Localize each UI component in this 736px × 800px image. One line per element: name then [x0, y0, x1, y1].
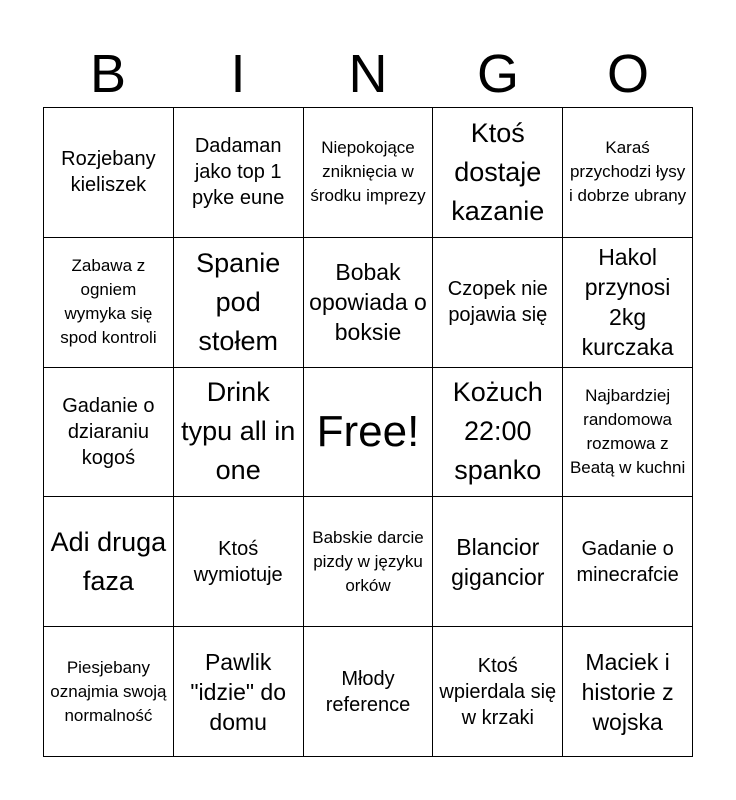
header-letter-b: B — [89, 44, 127, 104]
cell-text: Młody reference — [325, 667, 411, 716]
bingo-cell[interactable] — [563, 108, 693, 238]
bingo-cell[interactable] — [433, 108, 563, 238]
cell-text: Gadanie o dziaraniu kogoś — [62, 394, 155, 469]
cell-text: Najbardziej randomowa rozmowa z Beatą w kuchni — [569, 385, 686, 477]
bingo-cell[interactable] — [174, 627, 304, 757]
cell-text: Spanie pod stołem — [196, 247, 281, 356]
bingo-cell[interactable] — [174, 238, 304, 368]
bingo-cell[interactable] — [433, 368, 563, 498]
bingo-cell[interactable] — [433, 497, 563, 627]
bingo-cell[interactable] — [433, 238, 563, 368]
cell-text: Bobak opowiada o boksie — [309, 259, 427, 346]
bingo-cell[interactable] — [304, 238, 434, 368]
bingo-cell[interactable] — [304, 108, 434, 238]
bingo-cell[interactable] — [563, 238, 693, 368]
bingo-cell[interactable] — [563, 368, 693, 498]
free-space-cell[interactable] — [304, 368, 434, 498]
bingo-header — [43, 40, 693, 108]
cell-text: Babskie darcie pizdy w języku orków — [312, 527, 424, 595]
bingo-cell[interactable] — [433, 627, 563, 757]
bingo-cell[interactable] — [563, 497, 693, 627]
cell-text: Gadanie o minecrafcie — [576, 537, 679, 586]
cell-text: Czopek nie pojawia się — [447, 278, 548, 327]
header-letter-n: N — [348, 44, 388, 104]
cell-text: Niepokojące zniknięcia w środku imprezy — [310, 138, 426, 206]
cell-text: Adi druga faza — [50, 526, 167, 596]
bingo-cell[interactable] — [174, 368, 304, 498]
bingo-cell[interactable] — [304, 627, 434, 757]
cell-text: Ktoś wymiotuje — [193, 537, 283, 586]
cell-text: Kożuch 22:00 spanko — [452, 377, 543, 486]
header-letter-g: G — [476, 44, 519, 104]
bingo-cell[interactable] — [44, 368, 174, 498]
cell-text: Rozjebany kieliszek — [61, 148, 156, 197]
cell-text: Ktoś dostaje kazanie — [451, 117, 545, 226]
bingo-cell[interactable] — [174, 497, 304, 627]
cell-text: Zabawa z ogniem wymyka się spod kontroli — [60, 256, 157, 348]
cell-text: Ktoś wpierdala się w krzaki — [439, 654, 557, 729]
bingo-cell[interactable] — [563, 627, 693, 757]
cell-text: Piesjebany oznajmia swoją normalność — [50, 657, 167, 725]
cell-text: Hakol przynosi 2kg kurczaka — [581, 244, 674, 361]
bingo-cell[interactable] — [44, 108, 174, 238]
cell-text: Pawlik "idzie" do domu — [190, 648, 286, 735]
cell-text: Drink typu all in one — [181, 377, 296, 486]
cell-text: Maciek i historie z wojska — [581, 648, 674, 735]
cell-text: Dadaman jako top 1 pyke eune — [192, 135, 285, 210]
bingo-cell[interactable] — [174, 108, 304, 238]
bingo-cell[interactable] — [44, 238, 174, 368]
bingo-cell[interactable] — [304, 497, 434, 627]
header-letter-o: O — [606, 44, 649, 104]
bingo-cell[interactable] — [44, 627, 174, 757]
bingo-grid — [43, 107, 693, 757]
cell-text: Blancior gigancior — [451, 533, 545, 590]
cell-text: Karaś przychodzi łysy i dobrze ubrany — [569, 138, 687, 206]
bingo-cell[interactable] — [44, 497, 174, 627]
free-space-text: Free! — [316, 406, 420, 456]
header-letter-i: I — [230, 44, 246, 104]
